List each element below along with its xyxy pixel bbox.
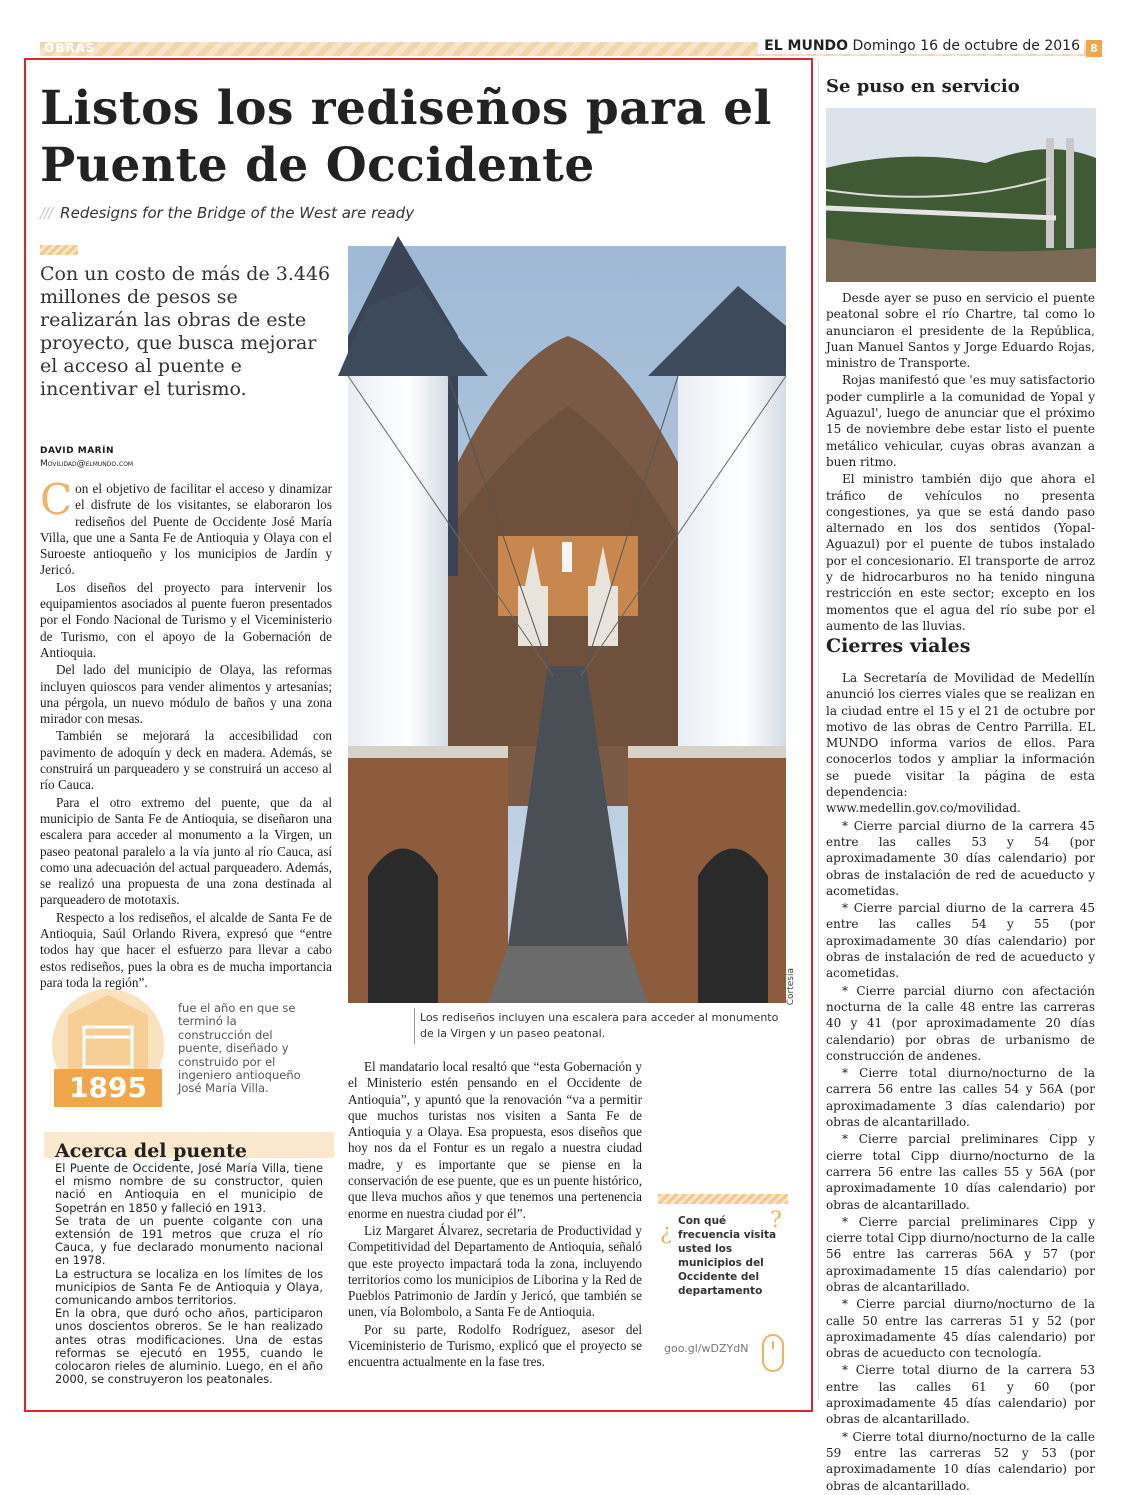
column-divider: [818, 60, 819, 1400]
body-paragraph: También se mejorará la accesibilidad con pavimento de adoquín y deck en madera. Además, se construirá un parqueadero y se construirá un acceso al río Cauca.: [40, 728, 332, 793]
year-description: fue el año en que se terminó la construcción del puente, diseñado y construido por el ingeniero antioqueño José María Villa.: [178, 1001, 301, 1096]
about-body: [55, 1162, 323, 1386]
poll-question: Con qué frecuencia visita usted los municipios del Occidente del departamento: [678, 1215, 777, 1297]
poll-link[interactable]: goo.gl/wDZYdN: [664, 1342, 749, 1355]
newspaper-name: EL MUNDO: [764, 38, 849, 54]
about-paragraph: El Puente de Occidente, José María Villa, tiene el mismo nombre de su constructor, quien nació en Antioquia en el municipio de Sopetrán en 1850 y falleció en 1913.: [55, 1161, 323, 1215]
closure-item: * Cierre parcial preliminares Cipp y cierre total Cipp diurno/nocturno de la carrera 56 entre las calles 55 y 56A (por aproximadamente 10 días calendario) por obras de alcantarillado.: [826, 1132, 1095, 1212]
lead-marker: [40, 245, 78, 255]
sidebar2-title: Cierres viales: [826, 635, 971, 657]
closure-item: * Cierre total diurno/nocturno de la carrera 56 entre las calles 54 y 56A (por aproximadamente 3 días calendario) por obras de alcantarillado.: [826, 1066, 1095, 1130]
body-paragraph: Con el objetivo de facilitar el acceso y dinamizar el disfrute de los visitantes, se elaboraron los rediseños del Puente de Occidente José María Villa, que une a Santa Fe de Antioquia y Olaya con el Suroeste antioqueño y los municipios de Jardín y Jericó.: [40, 475, 332, 578]
question-close-icon: ?: [770, 1208, 782, 1233]
byline: [40, 445, 133, 471]
slashes-icon: ///: [40, 204, 53, 222]
sidebar1-paragraph: Rojas manifestó que 'es muy satisfactorio poder cumplirle a la comunidad de Yopal y Aguazul', luego de anunciar que el próximo 15 de noviembre debe estar listo el puente metálico vehicular, cuyas obras avanzan a buen ritmo.: [826, 373, 1095, 469]
closure-item: * Cierre parcial preliminares Cipp y cierre total Cipp diurno/nocturno de la calle 56 entre las carreras 56A y 57 (por aproximadamente 15 días calendario) por obras de alcantarillado.: [826, 1214, 1095, 1294]
closure-item: * Cierre parcial diurno/nocturno de la calle 50 entre las carreras 51 y 52 (por aproximadamente 45 días calendario) por obras de acueducto con tecnología.: [826, 1297, 1095, 1361]
article-subtitle: Redesigns for the Bridge of the West are ready: [60, 204, 415, 222]
dropcap: C: [40, 475, 73, 524]
poll-marker: [658, 1194, 788, 1204]
sidebar1-body: [826, 290, 1095, 635]
masthead: [758, 38, 1084, 54]
closure-item: * Cierre parcial diurno con afectación nocturna de la calle 48 entre las carreras 40 y 41 (por aproximadamente 20 días calendario) por obras de urbanismo de construcción de andenes.: [826, 983, 1095, 1063]
bridge-illustration: [348, 246, 786, 1003]
photo-credit: Cortesía: [786, 968, 796, 1006]
poll-box: [658, 1194, 788, 1384]
body-paragraph: Por su parte, Rodolfo Rodríguez, asesor del Viceministerio de Turismo, explicó que el proyecto se encuentra actualmente en la fase tres.: [348, 1321, 642, 1370]
sidebar1-title: Se puso en servicio: [826, 76, 1020, 97]
closure-item: * Cierre total diurno de la carrera 53 entre las calles 61 y 60 (por aproximadamente 45 días calendario) por obras de alcantarillado.: [826, 1363, 1095, 1427]
bridge-photo: [348, 246, 786, 1003]
footbridge-photo: [826, 108, 1096, 282]
article-subtitle-line: [40, 204, 414, 222]
about-title: Acerca del puente: [55, 1140, 247, 1162]
article-title: Listos los rediseños para el Puente de Occidente: [40, 81, 773, 193]
closure-item: * Cierre total diurno/nocturno de la calle 59 entre las carreras 52 y 53 (por aproximadamente 10 días calendario) por obras de alcantarillado.: [826, 1429, 1095, 1493]
body-column-2: [348, 1059, 642, 1372]
page-number: 8: [1086, 40, 1102, 57]
closure-item: * Cierre parcial diurno de la carrera 45 entre las calles 53 y 54 (por aproximadamente 30 días calendario) por obras de instalación de red de acueducto y acometidas.: [826, 818, 1095, 898]
sidebar1-paragraph: Desde ayer se puso en servicio el puente peatonal sobre el río Chartre, tal como lo anunciaron el presidente de la República, Juan Manuel Santos y Jorge Eduardo Rojas, ministro de Transporte.: [826, 291, 1095, 371]
mouse-icon: [762, 1334, 784, 1372]
author-email: Movilidad@elmundo.com: [40, 459, 134, 469]
sidebar2-paragraph: La Secretaría de Movilidad de Medellín anunció los cierres viales que se realizan en la ciudad entre el 15 y el 21 de octubre por motivo de las obras de Centro Parrilla. EL MUNDO informa varios de ellos. Para conocerlos todos y ampliar la información se puede visitar la página de esta dependencia: www.medellin.gov.co/movilidad.: [826, 671, 1095, 816]
body-paragraph: Para el otro extremo del puente, que da al municipio de Santa Fe de Antioquia, se diseñaron una escalera para acceder al monumento a la Virgen, un paseo peatonal paralelo a la vía junto al río Cauca, así como una adecuación del actual parqueadero. Además, se realizó una propuesta de una zona destinada al parqueadero de mototaxis.: [40, 794, 332, 908]
sidebar1-paragraph: El ministro también dijo que ahora el tráfico de vehículos no presenta congestiones, ya que se está dando paso alternado en los dos sentidos (Yopal-Aguazul) por el puente de tubos instalado por el concesionario. El transporte de arroz y de hidrocarburos no ha tenido ninguna restricción en este sector; excepto en los momentos que el agua del río sube por el aumento de las lluvias.: [826, 472, 1095, 633]
closure-item: * Cierre parcial diurno de la carrera 45 entre las calles 54 y 55 (por aproximadamente 30 días calendario) por obras de instalación de red de acueducto y acometidas.: [826, 901, 1095, 981]
year-badge: [46, 985, 170, 1110]
body-paragraph: El mandatario local resaltó que “esta Gobernación y el Ministerio estén pensando en el Occidente de Antioquia”, y apuntó que la renovación “va a permitir que muchos turistas nos visiten a Santa Fe de Antioquia y a Olaya. Esa propuesta, esos diseños que hoy nos da el Fontur es un regalo a nuestra ciudad madre, y es importante que se piense en la conservación de ese puente, que es un puente histórico, que lleva muchos años y que tenemos una pertenencia enorme en nuestra ciudad por él”.: [348, 1059, 642, 1221]
body-paragraph: Del lado del municipio de Olaya, las reformas incluyen quioscos para vender alimentos y artesanías; una pérgola, un nuevo módulo de baños y una zona mirador con mesas.: [40, 662, 332, 727]
author-name: DAVID MARÍN: [40, 446, 114, 456]
footbridge-illustration: [826, 108, 1096, 282]
issue-date: Domingo 16 de octubre de 2016: [852, 38, 1080, 54]
body-column-1: [40, 475, 332, 992]
question-open-icon: ¿: [660, 1220, 672, 1245]
about-paragraph: Se trata de un puente colgante con una extensión de 191 metros que cruza el río Cauca, y fue declarado monumento nacional en 1978.: [55, 1213, 323, 1268]
photo-caption: Los rediseños incluyen una escalera para acceder al monumento de la Virgen y un paseo peatonal.: [420, 1011, 779, 1040]
body-paragraph: Respecto a los rediseños, el alcalde de Santa Fe de Antioquia, Saúl Orlando Rivera, expresó que “entre todos hay que hacer el esfuerzo para llevar a cabo estos rediseños, pues la obra es de mucha importancia para toda la región”.: [40, 909, 332, 990]
about-paragraph: La estructura se localiza en los límites de los municipios de Santa Fe de Antioquia y Olaya, comunicando ambos territorios.: [55, 1266, 323, 1308]
sidebar2-body: [826, 670, 1095, 1495]
article-lead: Con un costo de más de 3.446 millones de pesos se realizarán las obras de este proyecto, que busca mejorar el acceso al puente e incentivar el turismo.: [40, 263, 331, 400]
body-paragraph: Los diseños del proyecto para intervenir los equipamientos asociados al puente fueron presentados por el Fondo Nacional de Turismo y el Viceministerio de Turismo, con el apoyo de la Gobernación de Antioquia.: [40, 579, 332, 660]
caption-bar: [414, 1008, 415, 1044]
section-tag: OBRAS: [44, 41, 96, 55]
body-paragraph: Liz Margaret Álvarez, secretaria de Productividad y Competitividad del Departamento de Antioquia, señaló que este proyecto impactará toda la zona, incluyendo territorios como los municipios de Liborina y la Red de Pueblos Patrimonio de Jardín y Jericó, que también se unen, vía Bolombolo, a Santa Fe de Antioquia.: [348, 1222, 642, 1320]
year-value: 1895: [69, 1071, 147, 1104]
about-paragraph: En la obra, que duró ocho años, participaron unos doscientos obreros. Se le han realizado antes otras modificaciones. Una de estas reformas se ejecutó en 1955, cuando le colocaron rieles de aluminio. Luego, en el año 2000, se construyeron los peatonales.: [55, 1306, 323, 1387]
